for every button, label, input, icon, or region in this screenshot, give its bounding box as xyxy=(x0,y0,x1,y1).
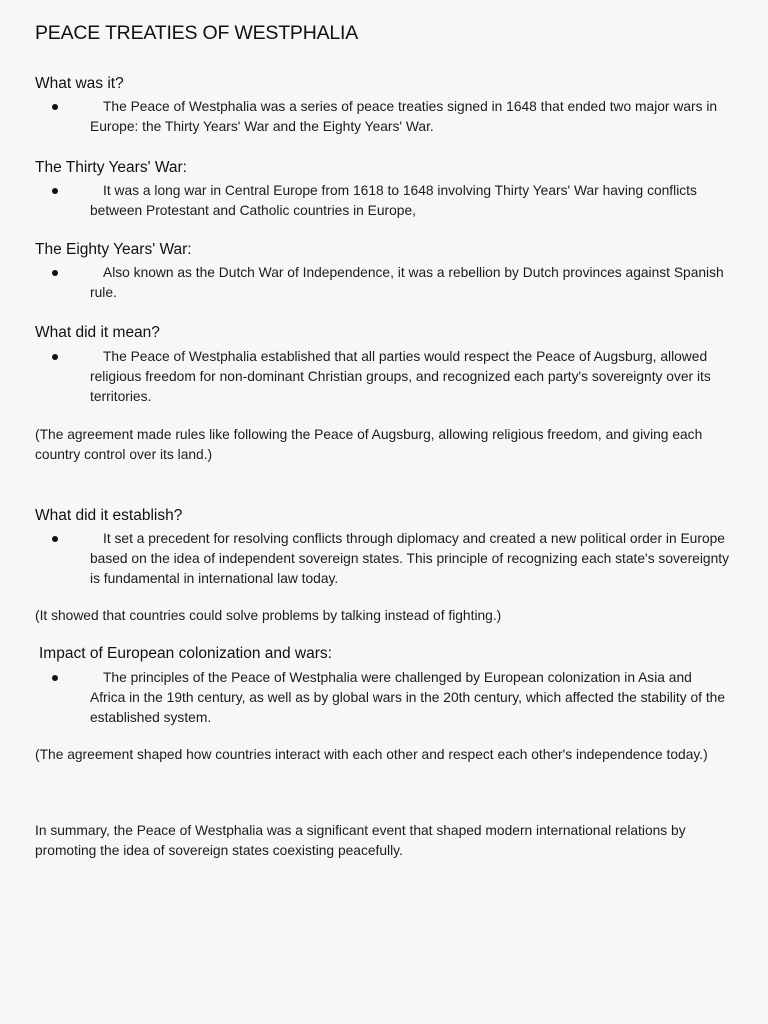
section-note-what-did-it-establish: (It showed that countries could solve problems by talking instead of fighting.) xyxy=(35,608,502,623)
bullet-icon xyxy=(52,675,58,681)
section-heading-what-did-it-establish: What did it establish? xyxy=(35,507,183,524)
section-bullet-what-did-it-establish: It set a precedent for resolving conflicts through diplomacy and created a new political order in Europe based on the idea of independent sovereign states. This principle of recognizing each state's sovereignty is fundamental in international law today. xyxy=(90,531,729,586)
section-bullet-what-was-it: The Peace of Westphalia was a series of peace treaties signed in 1648 that ended two major wars in Europe: the Thirty Years' War and the Eighty Years' War. xyxy=(90,99,718,134)
section-note-impact: (The agreement shaped how countries interact with each other and respect each other's independence today.) xyxy=(35,747,708,762)
section-heading-impact: Impact of European colonization and wars: xyxy=(39,645,332,662)
bullet-icon xyxy=(52,354,58,360)
bullet-icon xyxy=(52,104,58,110)
section-heading-thirty-years-war: The Thirty Years' War: xyxy=(35,159,187,176)
bullet-icon xyxy=(52,536,58,542)
section-note-what-did-it-mean: (The agreement made rules like following the Peace of Augsburg, allowing religious freedom, and giving each country control over its land.) xyxy=(35,427,703,462)
section-bullet-eighty-years-war: Also known as the Dutch War of Independence, it was a rebellion by Dutch provinces against Spanish rule. xyxy=(90,265,724,300)
bullet-icon xyxy=(52,270,58,276)
summary-paragraph: In summary, the Peace of Westphalia was a significant event that shaped modern international relations by promoting the idea of sovereign states coexisting peacefully. xyxy=(35,823,686,858)
section-heading-what-was-it: What was it? xyxy=(35,75,124,92)
section-heading-what-did-it-mean: What did it mean? xyxy=(35,324,160,341)
bullet-icon xyxy=(52,188,58,194)
section-heading-eighty-years-war: The Eighty Years' War: xyxy=(35,241,192,258)
page-title: PEACE TREATIES OF WESTPHALIA xyxy=(35,22,359,44)
section-bullet-what-did-it-mean: The Peace of Westphalia established that all parties would respect the Peace of Augsburg, allowed religious freedom for non-dominant Christian groups, and recognized each party's sovereignty over its territories. xyxy=(90,349,711,404)
section-bullet-thirty-years-war: It was a long war in Central Europe from 1618 to 1648 involving Thirty Years' War having conflicts between Protestant and Catholic countries in Europe, xyxy=(90,183,697,218)
section-bullet-impact: The principles of the Peace of Westphalia were challenged by European colonization in Asia and Africa in the 19th century, as well as by global wars in the 20th century, which affected the stability of the established system. xyxy=(90,670,725,725)
